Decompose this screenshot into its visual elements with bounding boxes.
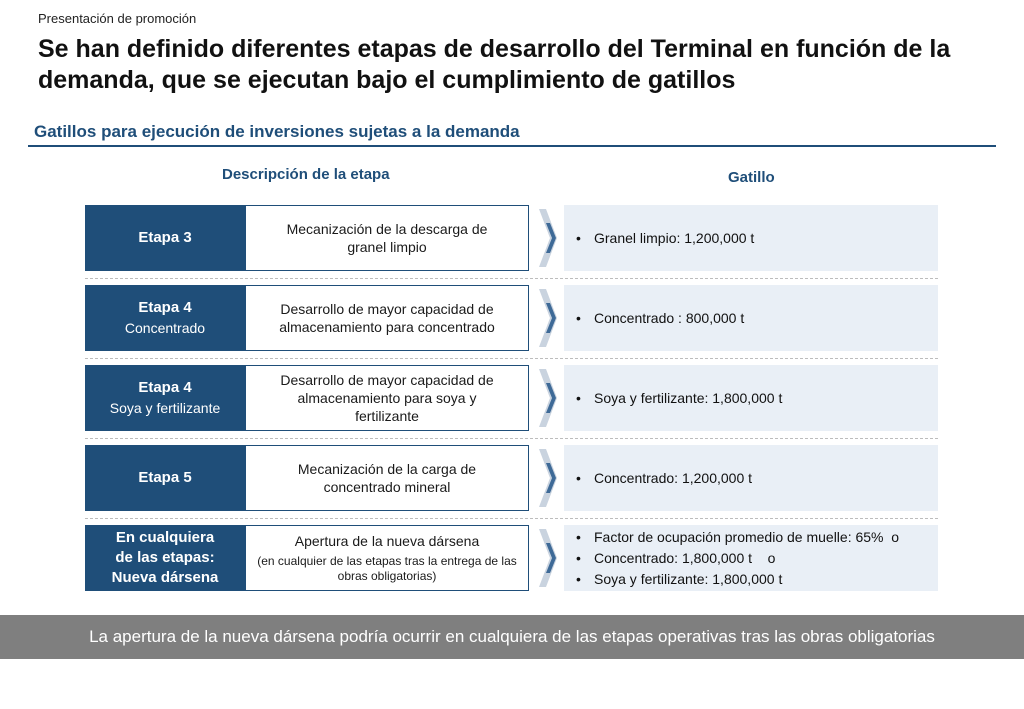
row-separator <box>85 518 938 519</box>
column-header-description: Descripción de la etapa <box>222 166 390 183</box>
row-separator <box>85 438 938 439</box>
footer-banner: La apertura de la nueva dársena podría ocurrir en cualquiera de las etapas operativas tras las obras obligatorias <box>0 615 1024 659</box>
stage-row <box>85 525 938 591</box>
stage-description-text: Desarrollo de mayor capacidad de almacenamiento para concentrado <box>279 301 495 335</box>
trigger-text: Factor de ocupación promedio de muelle: 65% o <box>594 528 900 545</box>
row-separator <box>85 278 938 279</box>
section-subtitle: Gatillos para ejecución de inversiones sujetas a la demanda <box>34 122 520 141</box>
stage-description-text: Mecanización de la carga de concentrado mineral <box>297 461 477 495</box>
bullet-icon: • <box>576 229 581 246</box>
row-separator <box>85 358 938 359</box>
stage-subtitle: Soya y fertilizante <box>109 400 221 416</box>
trigger-item <box>576 228 938 249</box>
chevron-right-icon <box>537 289 559 347</box>
stage-row <box>85 285 938 351</box>
trigger-text: Granel limpio: 1,200,000 t <box>594 229 755 246</box>
trigger-item <box>576 527 938 548</box>
stage-description-text: Desarrollo de mayor capacidad de almacenamiento para soya y fertilizante <box>280 372 494 424</box>
bullet-icon: • <box>576 570 581 587</box>
stage-row <box>85 205 938 271</box>
stage-label-box <box>85 205 245 271</box>
stage-row <box>85 365 938 431</box>
bullet-icon: • <box>576 528 581 545</box>
stage-name: Etapa 5 <box>138 469 192 486</box>
bullet-icon: • <box>576 549 581 566</box>
stage-description <box>245 445 529 511</box>
stage-name: Etapa 3 <box>138 229 192 246</box>
trigger-box <box>564 285 938 351</box>
stage-name: Etapa 4 <box>138 299 192 316</box>
stage-description <box>245 205 529 271</box>
page-title: Se han definido diferentes etapas de desarrollo del Terminal en función de la demanda, que se ejecutan bajo el cumplimiento de gatillos <box>38 35 951 94</box>
stage-label-box <box>85 445 245 511</box>
trigger-item <box>576 468 938 489</box>
stage-name: Etapa 4 <box>138 379 192 396</box>
stage-subtitle: Concentrado <box>124 320 206 336</box>
trigger-item <box>576 308 938 329</box>
stage-label-box <box>85 525 245 591</box>
bullet-icon: • <box>576 389 581 406</box>
stage-name: En cualquiera de las etapas: Nueva dársena <box>111 529 219 586</box>
trigger-item <box>576 548 938 569</box>
stage-description-text: Apertura de la nueva dársena <box>294 533 480 549</box>
stage-label-box <box>85 365 245 431</box>
bullet-icon: • <box>576 309 581 326</box>
stage-description-note: (en cualquier de las etapas tras la entrega de las obras obligatorias) <box>257 554 517 583</box>
stage-description <box>245 525 529 591</box>
chevron-right-icon <box>537 529 559 587</box>
trigger-text: Soya y fertilizante: 1,800,000 t <box>594 389 783 406</box>
trigger-text: Soya y fertilizante: 1,800,000 t <box>594 570 783 587</box>
trigger-item <box>576 569 938 590</box>
chevron-right-icon <box>537 369 559 427</box>
chevron-right-icon <box>537 209 559 267</box>
stage-description <box>245 365 529 431</box>
chevron-right-icon <box>537 449 559 507</box>
stage-description-text: Mecanización de la descarga de granel limpio <box>286 221 488 255</box>
trigger-text: Concentrado: 1,200,000 t <box>594 469 753 486</box>
bullet-icon: • <box>576 469 581 486</box>
stage-label-box <box>85 285 245 351</box>
trigger-box <box>564 365 938 431</box>
stage-row <box>85 445 938 511</box>
trigger-text: Concentrado: 1,800,000 t o <box>594 549 776 566</box>
trigger-item <box>576 388 938 409</box>
supertitle: Presentación de promoción <box>38 11 197 26</box>
trigger-box <box>564 525 938 591</box>
trigger-text: Concentrado : 800,000 t <box>594 309 745 326</box>
trigger-box <box>564 205 938 271</box>
column-header-trigger: Gatillo <box>728 169 775 186</box>
trigger-box <box>564 445 938 511</box>
stage-description <box>245 285 529 351</box>
subtitle-rule <box>28 145 996 147</box>
